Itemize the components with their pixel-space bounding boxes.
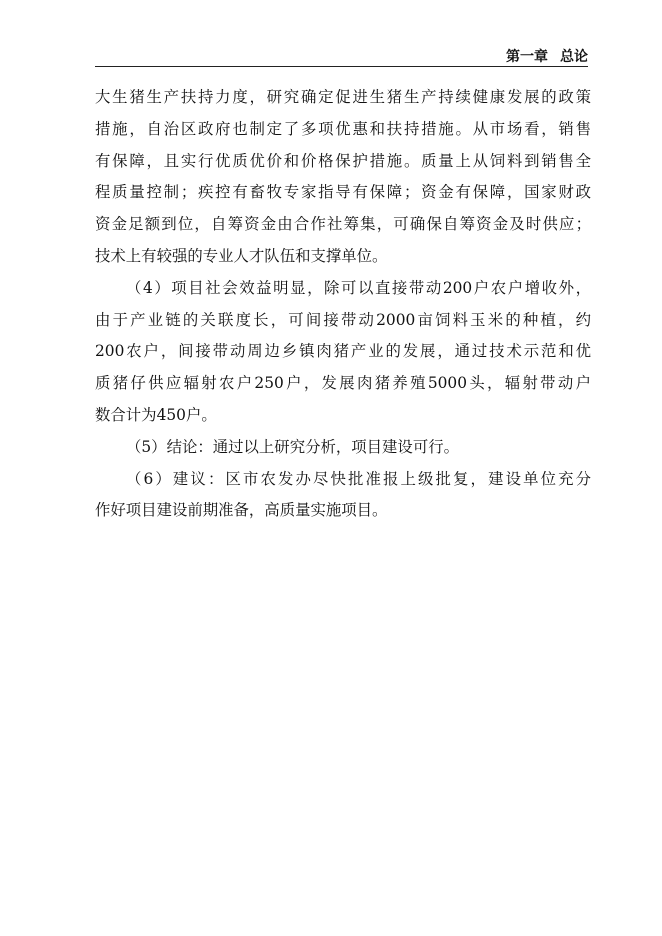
text-line: 程质量控制；疾控有畜牧专家指导有保障；资金有保障，国家财政 [95, 183, 591, 202]
text-line: 有保障，且实行优质优价和价格保护措施。质量上从饲料到销售全 [95, 151, 591, 170]
paragraph-5-conclusion: （5）结论：通过以上研究分析，项目建设可行。 [126, 437, 459, 456]
running-header [506, 46, 588, 66]
chapter-title: 总论 [560, 49, 588, 65]
paragraph-6-start: （6）建议：区市农发办尽快批准报上级批复，建设单位充分 [126, 469, 591, 488]
text-line: 由于产业链的关联度长，可间接带动2000亩饲料玉米的种植，约 [95, 310, 591, 329]
chapter-label: 第一章 [506, 49, 548, 65]
header-divider [95, 66, 588, 67]
document-body [95, 82, 591, 527]
text-line: 技术上有较强的专业人才队伍和支撑单位。 [95, 246, 388, 265]
text-line: 200农户，间接带动周边乡镇肉猪产业的发展，通过技术示范和优 [95, 342, 591, 361]
paragraph-4-start: （4）项目社会效益明显，除可以直接带动200户农户增收外， [126, 278, 591, 297]
text-line: 数合计为450户。 [95, 405, 217, 424]
text-line: 质猪仔供应辐射农户250户，发展肉猪养殖5000头，辐射带动户 [95, 374, 591, 393]
text-line: 措施，自治区政府也制定了多项优惠和扶持措施。从市场看，销售 [95, 119, 591, 138]
text-line: 作好项目建设前期准备，高质量实施项目。 [95, 501, 388, 520]
page-header [95, 46, 588, 64]
text-line: 资金足额到位，自筹资金由合作社筹集，可确保自筹资金及时供应； [95, 215, 591, 234]
text-line: 大生猪生产扶持力度，研究确定促进生猪生产持续健康发展的政策 [95, 88, 591, 106]
